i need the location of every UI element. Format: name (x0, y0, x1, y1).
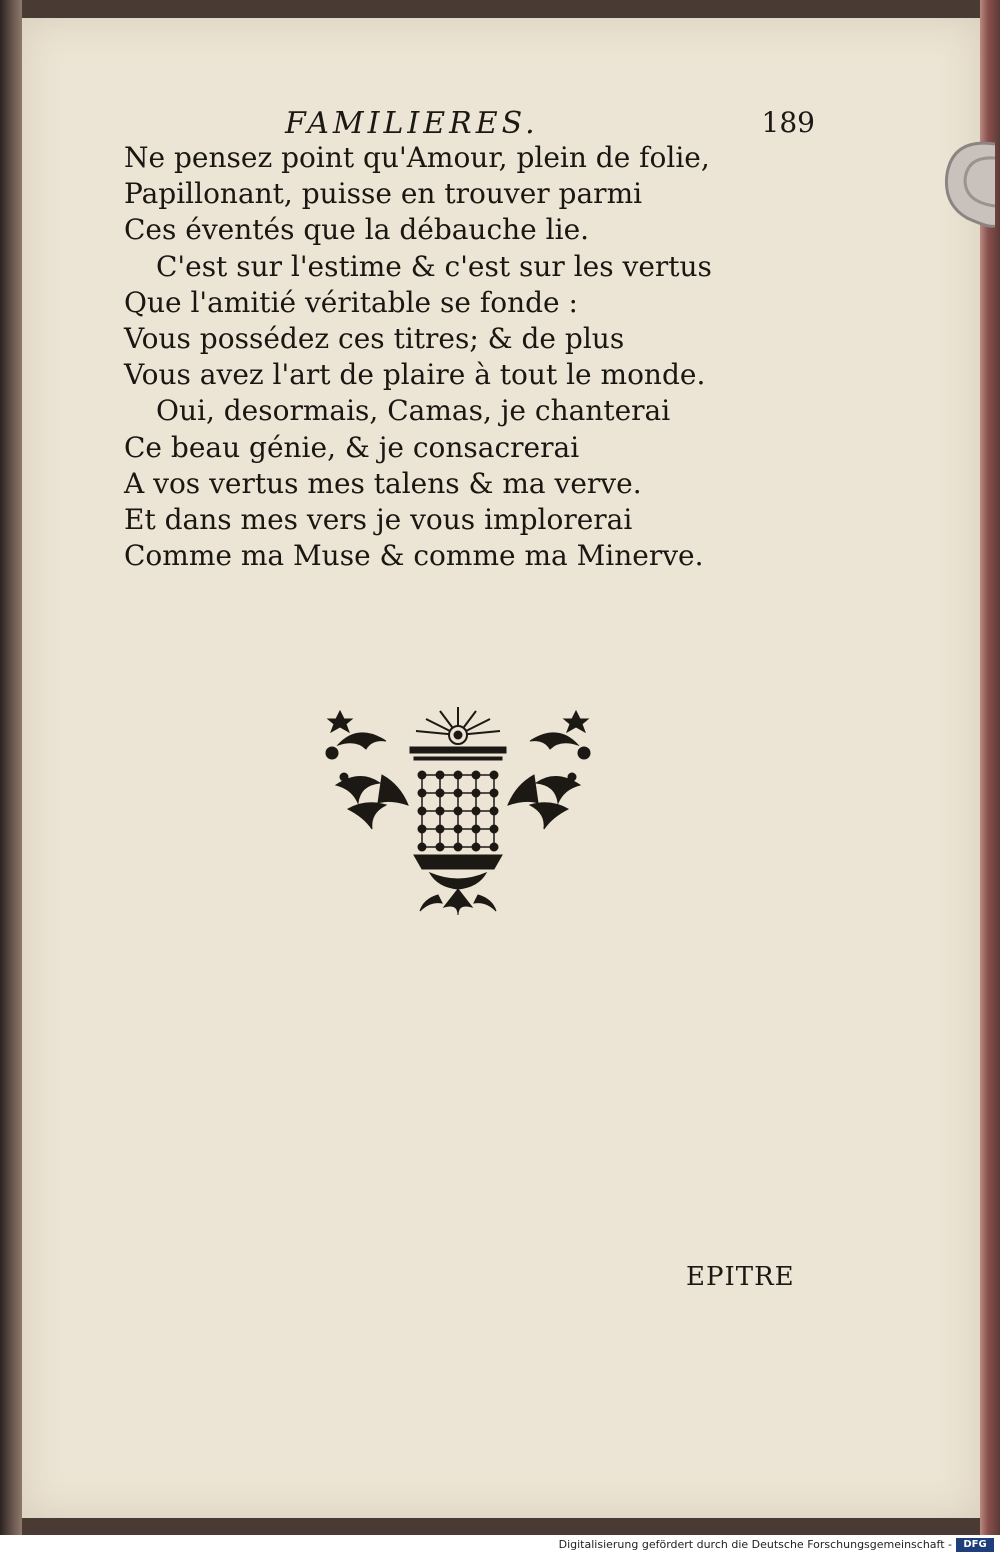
page-clip-icon (935, 138, 995, 230)
poem-line: A vos vertus mes talens & ma verve. (124, 466, 642, 500)
poem-text (124, 140, 844, 574)
poem-line: Ces éventés que la débauche lie. (124, 213, 590, 247)
poem-line: Ne pensez point qu'Amour, plein de folie, (124, 141, 710, 174)
page-edge (980, 0, 1000, 1535)
poem-line: Oui, desormais, Camas, je chanterai (156, 394, 671, 428)
running-title: FAMILIERES. (285, 106, 539, 141)
dfg-logo: DFG (956, 1538, 994, 1552)
poem-line: Que l'amitié véritable se fonde : (124, 285, 578, 319)
binding-edge (0, 0, 22, 1535)
page-number: 189 (761, 106, 815, 139)
poem-line: C'est sur l'estime & c'est sur les vertus (156, 249, 712, 283)
poem-line: Vous avez l'art de plaire à tout le monde. (124, 358, 706, 392)
poem-line: Comme ma Muse & comme ma Minerve. (124, 539, 704, 573)
poem-line: Ce beau génie, & je consacrerai (124, 430, 580, 464)
catchword: EPITRE (686, 1262, 795, 1292)
footer-credit: Digitalisierung gefördert durch die Deutsche Forschungsgemeinschaft - (558, 1538, 952, 1551)
printers-ornament-icon (318, 705, 598, 915)
poem-line: Vous possédez ces titres; & de plus (124, 321, 625, 355)
digitization-footer (0, 1535, 1000, 1556)
poem-line: Papillonant, puisse en trouver parmi (124, 177, 643, 211)
poem-line: Et dans mes vers je vous implorerai (124, 502, 633, 536)
